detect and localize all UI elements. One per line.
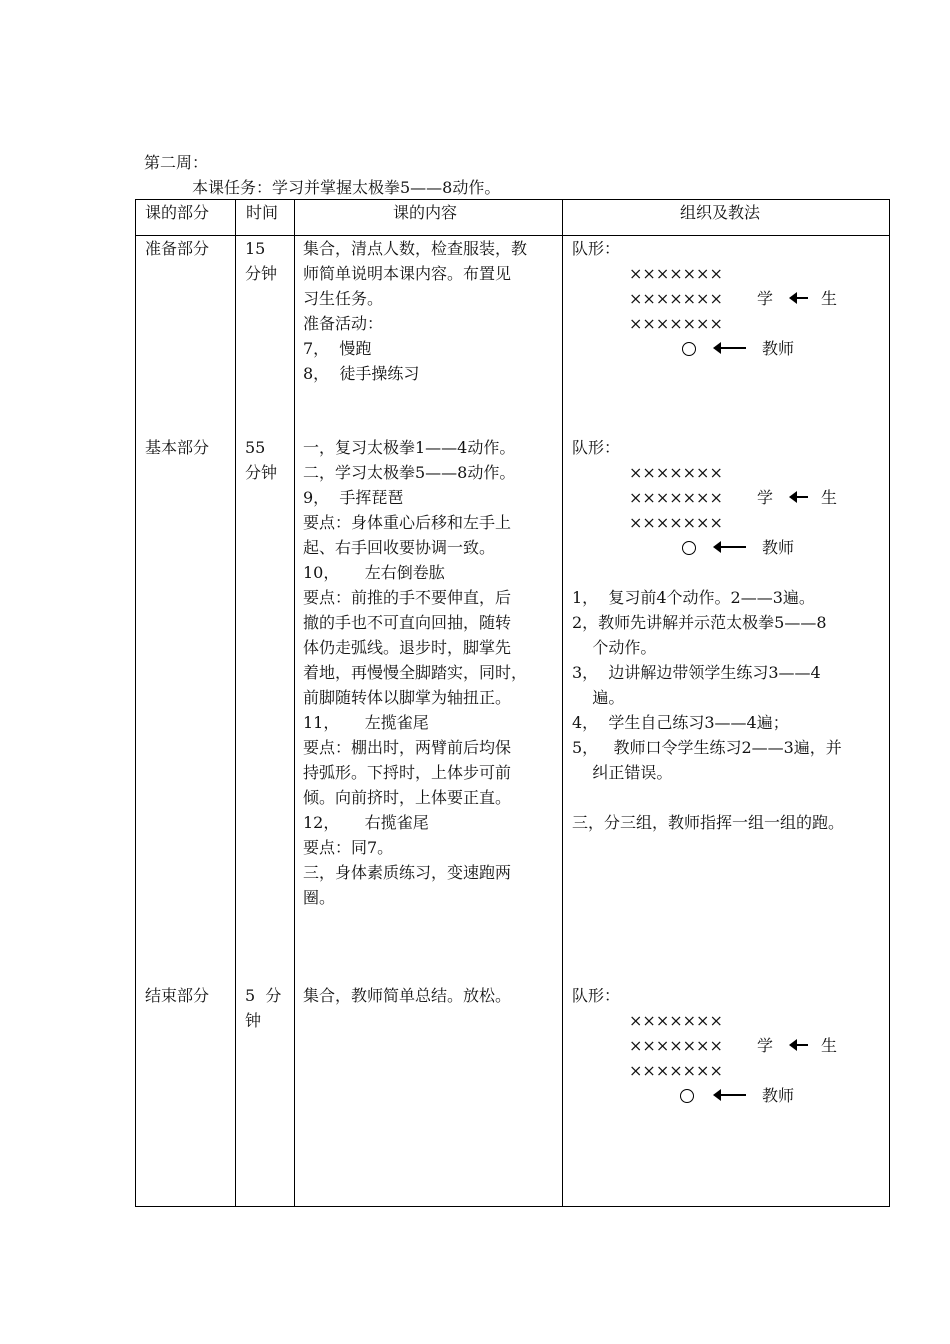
content-line: 习生任务。: [303, 289, 384, 308]
section-part-end: 结束部分: [145, 986, 210, 1005]
content-line: 8， 徒手操练习: [303, 364, 420, 383]
content-line: 前脚随转体以脚掌为轴扭正。: [303, 688, 512, 707]
student-label-left: 学: [757, 289, 774, 308]
teacher-circle-icon: [682, 541, 696, 555]
arrow-left-icon: [720, 546, 746, 548]
time-line: 55: [245, 438, 266, 457]
teacher-label: 教师: [762, 538, 795, 557]
content-line: 师简单说明本课内容。布置见: [303, 264, 512, 283]
method-line: [572, 785, 844, 810]
content-line: 要点：前推的手不要伸直，后: [303, 588, 512, 607]
content-line: 集合，清点人数，检查服装，教: [303, 239, 528, 258]
arrow-left-icon: [796, 496, 808, 498]
lesson-task: 本课任务：学习并掌握太极拳5——8动作。: [192, 178, 501, 197]
section-content-basic: [303, 435, 527, 910]
formation-row: ×××××××: [629, 488, 723, 507]
content-line: 二，学习太极拳5——8动作。: [303, 463, 516, 482]
formation-row: ×××××××: [629, 1011, 723, 1030]
header-part: 课的部分: [145, 203, 210, 222]
content-line: 集合，教师简单总结。放松。: [303, 986, 512, 1005]
content-line: 起、右手回收要协调一致。: [303, 538, 496, 557]
formation-diagram-basic: [572, 435, 872, 575]
content-line: 要点：同7。: [303, 838, 394, 857]
formation-row: ×××××××: [629, 1061, 723, 1080]
header-content: 课的内容: [393, 203, 458, 222]
column-divider-2: [294, 199, 295, 1207]
time-line: 钟: [245, 1011, 262, 1030]
section-time-end: [245, 983, 281, 1033]
section-content-end: [303, 983, 511, 1008]
method-line: 3， 边讲解边带领学生练习3——4: [572, 663, 821, 682]
teacher-label: 教师: [762, 1086, 795, 1105]
student-label-right: 生: [821, 289, 838, 308]
method-line: 遍。: [572, 688, 625, 707]
method-line: 4， 学生自己练习3——4遍；: [572, 713, 789, 732]
table-bottom-border: [135, 1206, 890, 1207]
content-line: 要点：棚出时，两臂前后均保: [303, 738, 512, 757]
table-left-border: [135, 199, 136, 1207]
formation-row: ×××××××: [629, 289, 723, 308]
time-line: 5 分: [245, 986, 282, 1005]
section-time-prep: [245, 236, 277, 286]
content-line: 11， 左揽雀尾: [303, 713, 429, 732]
arrow-left-icon: [720, 347, 746, 349]
teacher-circle-icon: [682, 342, 696, 356]
section-part-basic: 基本部分: [145, 438, 210, 457]
content-line: 9， 手挥琵琶: [303, 488, 404, 507]
content-line: 三，身体素质练习，变速跑两: [303, 863, 512, 882]
column-divider-3: [562, 199, 563, 1207]
formation-label: 队形：: [572, 438, 621, 457]
section-content-prep: [303, 236, 527, 386]
teacher-circle-icon: [680, 1089, 694, 1103]
content-line: 准备活动：: [303, 314, 384, 333]
week-title: 第二周：: [144, 153, 209, 172]
formation-row: ×××××××: [629, 513, 723, 532]
formation-label: 队形：: [572, 239, 621, 258]
formation-row: ×××××××: [629, 1036, 723, 1055]
content-line: 要点：身体重心后移和左手上: [303, 513, 512, 532]
student-label-left: 学: [757, 488, 774, 507]
content-line: 12， 右揽雀尾: [303, 813, 429, 832]
content-line: 撤的手也不可直向回抽，随转: [303, 613, 512, 632]
column-divider-1: [235, 199, 236, 1207]
content-line: 持弧形。下捋时，上体步可前: [303, 763, 512, 782]
formation-row: ×××××××: [629, 463, 723, 482]
content-line: 7， 慢跑: [303, 339, 372, 358]
time-line: 15: [245, 239, 266, 258]
arrow-left-icon: [796, 297, 808, 299]
time-line: 分钟: [245, 264, 278, 283]
section-part-prep: 准备部分: [145, 239, 210, 258]
content-line: 体仍走弧线。退步时，脚掌先: [303, 638, 512, 657]
formation-diagram-end: [572, 983, 872, 1123]
formation-label: 队形：: [572, 986, 621, 1005]
header-time: 时间: [246, 203, 279, 222]
content-line: 着地，再慢慢全脚踏实，同时，: [303, 663, 528, 682]
section-methods-basic: [572, 585, 844, 835]
teacher-label: 教师: [762, 339, 795, 358]
method-line: 2，教师先讲解并示范太极拳5——8: [572, 613, 827, 632]
arrow-left-icon: [796, 1044, 808, 1046]
student-label-left: 学: [757, 1036, 774, 1055]
content-line: 一，复习太极拳1——4动作。: [303, 438, 516, 457]
arrow-left-icon: [720, 1094, 746, 1096]
method-line: 纠正错误。: [572, 763, 673, 782]
content-line: 倾。向前挤时，上体要正直。: [303, 788, 512, 807]
content-line: 圈。: [303, 888, 336, 907]
section-time-basic: [245, 435, 277, 485]
student-label-right: 生: [821, 488, 838, 507]
method-line: 1， 复习前4个动作。2——3遍。: [572, 588, 815, 607]
time-line: 分钟: [245, 463, 278, 482]
student-label-right: 生: [821, 1036, 838, 1055]
method-line: 三，分三组，教师指挥一组一组的跑。: [572, 813, 845, 832]
header-methods: 组织及教法: [680, 203, 761, 222]
formation-row: ×××××××: [629, 264, 723, 283]
content-line: 10， 左右倒卷肱: [303, 563, 445, 582]
table-right-border: [889, 199, 890, 1207]
method-line: 个动作。: [572, 638, 657, 657]
formation-row: ×××××××: [629, 314, 723, 333]
method-line: 5， 教师口令学生练习2——3遍，并: [572, 738, 842, 757]
formation-diagram-prep: [572, 236, 872, 376]
